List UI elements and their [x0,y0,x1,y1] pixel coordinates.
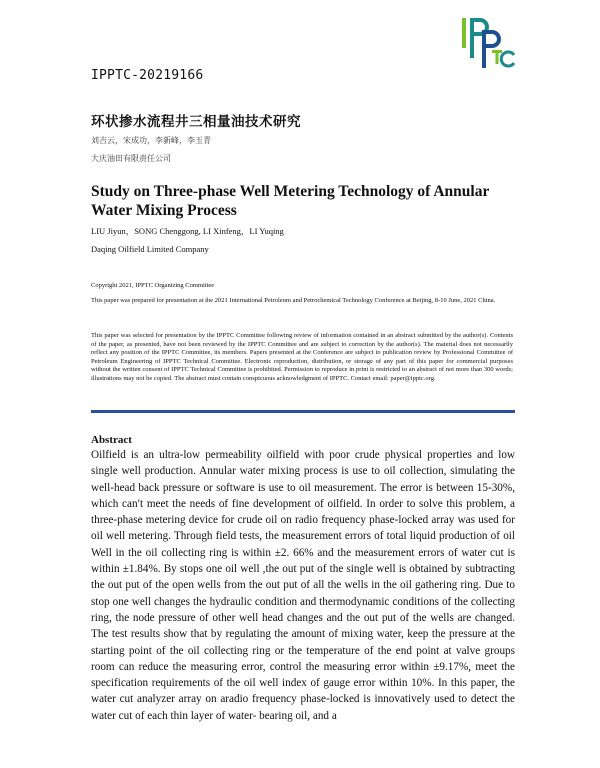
paper-id: IPPTC-20219166 [91,68,204,83]
section-divider [91,410,515,413]
chinese-title: 环状掺水流程井三相量油技术研究 [91,114,301,130]
english-authors: LIU Jiyun，SONG Chenggong, LI Xinfeng，LI Yuqing [91,226,284,236]
ipptc-logo [456,14,516,72]
abstract-body: Oilfield is an ultra-low permeability oilfield with poor crude physical properties and low single well production. Annular water mixing process is use to oil collection, simulating the well-head back pressure or software is use to oil measurement. The error is between 15-30%, which can′t meet the needs of fine development of oilfield. In order to solve this problem, a three-phase metering device for crude oil on radio frequency phase-locked array was used for oil well metering. Through field tests, the measurement errors of total liquid production of oil Well in the oil collecting ring is within ±2. 66% and the measurement errors of water cut is within ±1.84%. By stops one oil well ,the out put of the single well is obtained by subtracting the out put of the open wells from the out put of all the wells in the oil gathering ring. Due to stop one well changes the hydraulic condition and thermodynamic conditions of the collecting ring, the node pressure of other well head changes and the out put of the wells are changed. The test results show that by regulating the amount of mixing water, keep the pressure at the starting point of the oil collecting ring or the temperature of the end point at valve groups room can reduce the measuring error, control the measuring error within ±9.17%, meet the specification requirements of the oil well index of gauge error within 10%. In this paper, the water cut analyzer array on aradio frequency phase-locked is innovatively used to detect the water cut of each thin layer of water- bearing oil, and a [91,449,515,722]
english-company: Daqing Oilfield Limited Company [91,244,209,254]
english-title: Study on Three-phase Well Metering Technology of Annular Water Mixing Process [91,183,490,219]
abstract-heading: Abstract [91,434,132,446]
chinese-company: 大庆油田有限责任公司 [91,154,171,163]
selection-notice: This paper was selected for presentation by the IPPTC Committee following review of information contained in an abstract submitted by the author(s). Contents of the paper, as presented, have not been reviewed by the IPPTC Committee and are subject to correction by the author(s). The material does not necessarily reflect any position of the IPPTC Committee, its members. Papers presented at the Conference are subject to publication review by Professional Committee of Petroleum Engineering of IPPTC Technical Committee. Electronic reproduction, distribution, or storage of any part of this paper for commercial purposes without the written consent of IPPTC Technical Committee is prohibited. Permission to reproduce in print is restricted to an abstract of not more than 300 words; illustrations may not be copied. The abstract must contain conspicuous acknowledgment of IPPTC. Contact email: paper@ipptc.org. [91,332,513,382]
ipptc-logo-icon [456,14,516,72]
chinese-authors: 刘吉云，宋成功，李新峰，李玉青 [91,136,211,145]
copyright-notice: Copyright 2021, IPPTC Organizing Committee [91,282,215,289]
preparation-notice: This paper was prepared for presentation at the 2021 International Petroleum and Petrochemical Technology Conference at Beijing, 8-10 June, 2021 China. [91,297,496,304]
